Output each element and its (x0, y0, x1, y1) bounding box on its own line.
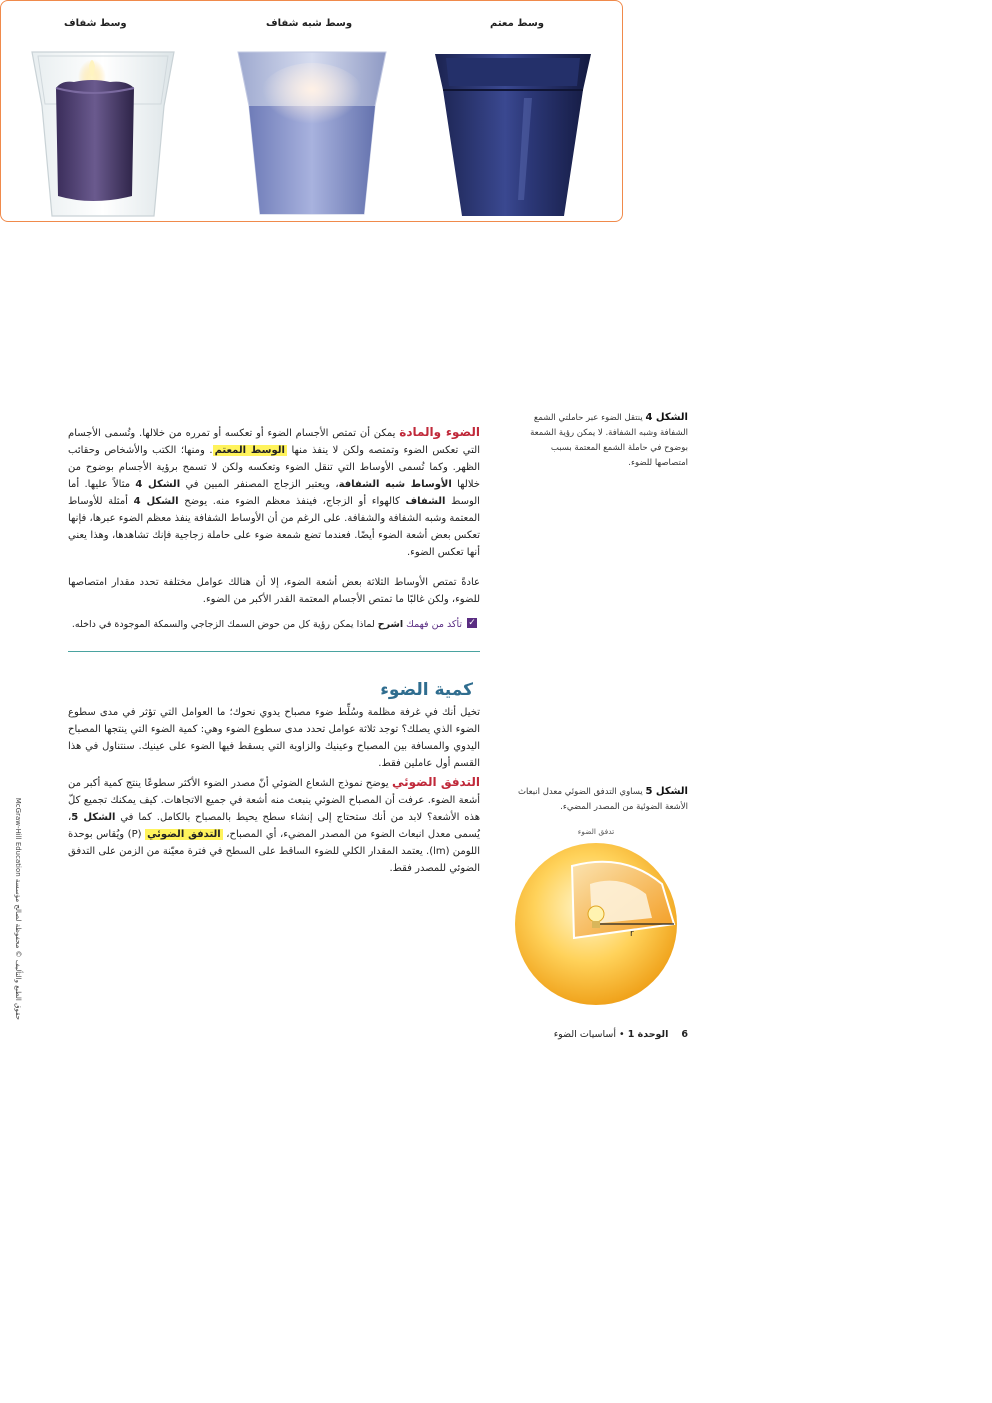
figure-5-caption-text: يساوي التدفق الضوئي معدل انبعاث الأشعة الضوئية من المصدر المضيء. (518, 787, 688, 812)
figure-4-caption-text: ينتقل الضوء عبر حاملتي الشمع الشفافة وشبه الشفافة. لا يمكن رؤية الشمعة بوضوح في حاملة الشمع المعتمة بسبب امتصاصها للضوء. (530, 413, 688, 468)
term-luminous-flux: التدفق الضوئي (147, 829, 221, 840)
footer-bullet: • (619, 1029, 625, 1040)
figure-4-caption-label: الشكل 4 (645, 412, 688, 423)
frosted-candle-holder-image (234, 46, 390, 216)
radius-label: r (630, 929, 634, 939)
text-run: . ومنها؛ الكتب والأشخاص وحقائب الظهر. وكما تُسمى الأوساط التي تنقل الضوء وتعكسه ولكن لا تسمح برؤية الأجسام بوضوح من خلالها (68, 445, 480, 490)
checkmark-icon: ✓ (468, 618, 476, 628)
clear-candle-holder-image (28, 46, 178, 218)
text-run: مثالاً عليها. أما الوسط (68, 479, 480, 507)
label-translucent: وسط شبه شفاف (266, 18, 353, 29)
figure-4-panel (0, 0, 623, 222)
flux-diagram-label: تدفق الضوء (577, 827, 615, 836)
label-opaque: وسط معتم (490, 18, 544, 29)
luminous-flux-paragraph (68, 774, 480, 877)
unit-label: الوحدة 1 (627, 1029, 669, 1040)
term-transparent: الشفاف (405, 496, 446, 507)
page-number: 6 (681, 1029, 688, 1040)
label-transparent: وسط شفاف (64, 18, 127, 29)
figure-5-caption (506, 784, 688, 815)
figure-ref: الشكل 4 (135, 479, 181, 490)
figure-4-caption (520, 410, 688, 471)
text-run: يمكن أن تمتص الأجسام الضوء أو تعكسه أو تمرره من خلالها. وتُسمى الأجسام التي تعكس الضوء وتمتصه ولكن لا ينفذ منها (68, 428, 480, 456)
section-title: كمية الضوء (380, 680, 473, 700)
text-run: أمثلة للأوساط المعتمة وشبه الشفافة والشفافة. على الرغم من أن الأوساط الشفافة ينفذ معظم الضوء عبرها، فإنها تعكس بعض أشعة الضوء أيضًا. فعندما تضع شمعة ضوء على حاملة زجاجية فإنك تشاهدها، وهذا يعني أنها تعكس الضوء. (68, 496, 480, 558)
figure-5-caption-label: الشكل 5 (645, 786, 688, 797)
publisher-name: McGraw-Hill Education (14, 797, 22, 877)
page-footer (500, 1029, 688, 1040)
term-opaque: الوسط المعتم (214, 445, 285, 456)
check-understanding-text (67, 616, 462, 633)
light-and-matter-paragraph (68, 424, 480, 561)
light-and-matter-heading: الضوء والمادة (399, 425, 480, 439)
check-understanding-verb: اشرح (377, 619, 404, 630)
copyright-text: حقوق الطبع والتأليف © محفوظة لصالح مؤسسة (14, 878, 22, 1020)
absorption-paragraph: عادةً تمتص الأوساط الثلاثة بعض أشعة الضوء، إلا أن هنالك عوامل مختلفة تحدد مقدار امتصاصها للضوء، ولكن غالبًا ما تمتص الأجسام المعتمة القدر الأكبر من الضوء. (68, 577, 480, 605)
opaque-candle-holder-image (432, 50, 594, 218)
check-understanding-question: لماذا يمكن رؤية كل من حوض السمك الزجاجي والسمكة الموجودة في داخله. (71, 619, 375, 630)
check-understanding-box (68, 614, 480, 652)
text-run: ، ويعتبر الزجاج المصنفر المبين في (185, 479, 339, 490)
term-translucent: الأوساط شبه الشفافة (338, 479, 452, 490)
luminous-flux-sphere-diagram (512, 838, 682, 1008)
quantity-of-light-paragraph: تخيل أنك في غرفة مظلمة وسُلِّط ضوء مصباح يدوي نحوك؛ ما العوامل التي تؤثر في مدى سطوع الضوء الذي يصلك؟ توجد ثلاثة عوامل تحدد مدى سطوع الضوء وهي: كمية الضوء التي ينتجها المصباح اليدوي والمسافة بين المصباح وعينيك والزاوية التي يسقط فيها الضوء على عينيك. سنتناول في هذا القسم أول عاملين فقط. (68, 707, 480, 769)
check-understanding-lead: تأكد من فهمك (406, 619, 462, 630)
text-run: ، يُسمى معدل انبعاث الضوء من المصدر المضيء، أي المصباح، (68, 812, 480, 840)
luminous-flux-heading: التدفق الضوئي (391, 775, 481, 789)
chapter-title: أساسيات الضوء (553, 1029, 617, 1040)
text-run: يوضح نموذج الشعاع الضوئي أنّ مصدر الضوء الأكثر سطوعًا ينتج كمية أكبر من أشعة الضوء. عرفت أن المصباح الضوئي ينبعث منه أشعة في جميع الاتجاهات. كيف يمكنك تجميع كلّ هذه الأشعة؟ لابد من أنك ستحتاج إلى إنشاء سطح يحيط بالمصباح بالكامل. كما في (68, 778, 480, 823)
text-run: (P) ويُقاس بوحدة اللومن (lm). يعتمد المقدار الكلي للضوء الساقط على السطح في فترة معيّنة من الزمن على التدفق الضوئي للمصدر فقط. (68, 829, 480, 874)
copyright-credit (14, 780, 22, 1020)
text-run: كالهواء أو الزجاج، فينفذ معظم الضوء منه. يوضح (184, 496, 400, 507)
figure-ref: الشكل 4 (133, 496, 179, 507)
figure-ref: الشكل 5 (71, 812, 116, 823)
